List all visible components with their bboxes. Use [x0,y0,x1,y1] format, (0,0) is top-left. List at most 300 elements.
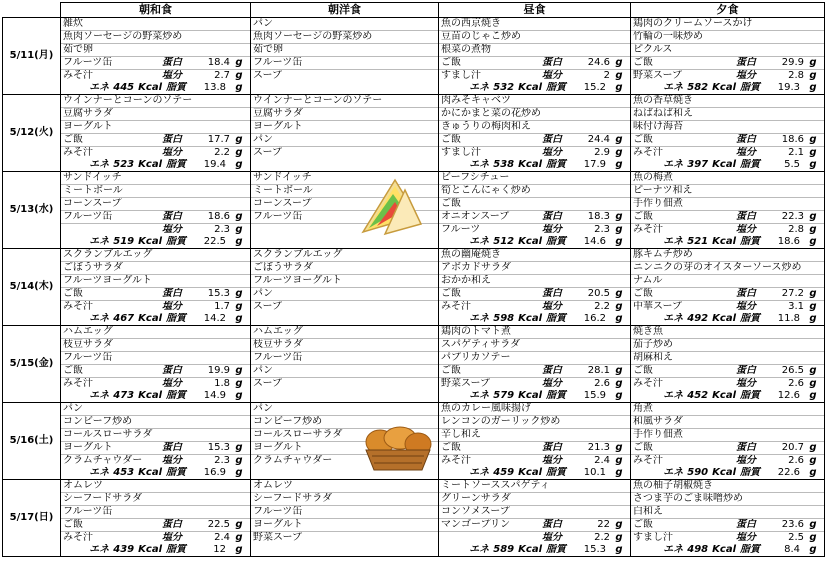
protein-value: 24.4 [587,134,610,145]
meal-cell-western-breakfast [251,352,439,365]
energy-line [441,236,628,248]
gram-unit: g [809,211,817,222]
meal-cell-japanese-breakfast [61,313,251,326]
day-row [3,390,825,403]
meal-cell-lunch [439,134,631,147]
meal-cell-japanese-breakfast [61,249,251,262]
meal-cell-dinner [631,95,825,108]
meal-cell-japanese-breakfast [61,288,251,301]
menu-item: 豆腐サラダ [253,108,303,119]
menu-item: オニオンスープ [441,211,510,222]
menu-item: みそ汁 [633,224,663,235]
menu-item: みそ汁 [63,378,93,389]
menu-item: ハムエッグ [63,326,113,337]
energy-line [63,159,248,171]
fat-label: 脂質 [166,467,186,478]
meal-cell-dinner [631,147,825,160]
menu-item: 野菜スープ [253,532,302,543]
energy-label: エネ [663,159,684,170]
day-date: 5/15(金) [3,326,61,403]
protein-label: 蛋白 [542,134,562,145]
fat-label: 脂質 [546,467,566,478]
day-row [3,82,825,95]
fat-label: 脂質 [166,313,186,324]
menu-item: 胡麻和え [633,352,673,363]
fat-value: 15.3 [583,544,606,555]
gram-unit: g [615,236,623,247]
kcal-unit: Kcal [712,82,736,93]
meal-cell-lunch [439,95,631,108]
fat-label: 脂質 [546,544,566,555]
energy-value: 473 [113,390,135,401]
fat-label: 脂質 [166,236,186,247]
fat-label: 脂質 [740,467,760,478]
menu-item: ご飯 [441,134,461,145]
meal-cell-lunch [439,82,631,95]
day-row [3,262,825,275]
menu-item: コンビーフ炒め [253,416,323,427]
meal-cell-japanese-breakfast [61,134,251,147]
nutrition-line [633,224,822,236]
meal-cell-western-breakfast [251,365,439,378]
nutrition-line [441,301,628,313]
meal-cell-lunch [439,301,631,314]
meal-cell-lunch [439,493,631,506]
gram-unit: g [615,70,623,81]
energy-value: 439 [113,544,135,555]
menu-item: フルーツ缶 [63,57,113,68]
energy-line [63,236,248,248]
nutrition-line [441,442,628,454]
day-date: 5/14(木) [3,249,61,326]
energy-label: エネ [469,313,490,324]
salt-label: 塩分 [736,224,756,235]
energy-value: 579 [493,390,515,401]
gram-unit: g [615,211,623,222]
menu-item: シーフードサラダ [63,493,143,504]
menu-item: 豆苗のじゃこ炒め [441,31,521,42]
gram-unit: g [809,236,817,247]
meal-cell-western-breakfast [251,403,439,416]
gram-unit: g [809,378,817,389]
menu-item: 鶏肉のトマト煮 [441,326,511,337]
menu-item: フルーツ缶 [253,352,303,363]
menu-item: ご飯 [441,365,461,376]
menu-item: ごぼうサラダ [253,262,313,273]
salt-label: 塩分 [162,301,182,312]
fat-value: 17.9 [583,159,606,170]
kcal-unit: Kcal [518,467,542,478]
menu-item: コーンスープ [63,198,122,209]
meal-cell-western-breakfast [251,288,439,301]
fat-label: 脂質 [546,159,566,170]
energy-value: 498 [687,544,709,555]
menu-item: 鶏肉のクリームソースかけ [633,18,753,29]
meal-cell-western-breakfast [251,326,439,339]
nutrition-line [633,532,822,544]
meal-cell-japanese-breakfast [61,365,251,378]
meal-cell-western-breakfast [251,532,439,545]
meal-cell-lunch [439,224,631,237]
gram-unit: g [615,82,623,93]
meal-cell-japanese-breakfast [61,352,251,365]
kcal-unit: Kcal [138,82,162,93]
meal-cell-dinner [631,301,825,314]
meal-cell-western-breakfast [251,275,439,288]
meal-cell-western-breakfast [251,339,439,352]
menu-item: パン [253,18,273,29]
nutrition-line [441,57,628,69]
fat-value: 14.2 [203,313,226,324]
meal-cell-japanese-breakfast [61,480,251,493]
nutrition-line [633,365,822,377]
protein-value: 22.3 [781,211,804,222]
energy-line [633,390,822,402]
menu-item: クラムチャウダー [253,455,333,466]
meal-cell-japanese-breakfast [61,339,251,352]
meal-cell-lunch [439,416,631,429]
energy-value: 590 [687,467,709,478]
nutrition-line [441,147,628,159]
menu-item: みそ汁 [63,301,93,312]
menu-item: コーンスープ [253,198,312,209]
nutrition-line [63,134,248,146]
day-row [3,326,825,339]
menu-item: ミートボール [253,185,313,196]
fat-label: 脂質 [740,236,760,247]
fat-label: 脂質 [546,313,566,324]
energy-label: エネ [89,313,110,324]
gram-unit: g [235,442,243,453]
menu-item: ご飯 [633,365,653,376]
menu-item: スープ [253,70,282,81]
menu-item: グリーンサラダ [441,493,511,504]
meal-cell-lunch [439,313,631,326]
gram-unit: g [809,70,817,81]
menu-item: パン [253,134,273,145]
menu-item: ナムル [633,275,663,286]
meal-cell-lunch [439,288,631,301]
menu-item: オムレツ [253,480,293,491]
salt-label: 塩分 [542,224,562,235]
menu-item: スクランブルエッグ [63,249,153,260]
fat-label: 脂質 [166,390,186,401]
meal-cell-dinner [631,352,825,365]
menu-item: オムレツ [63,480,103,491]
meal-cell-lunch [439,121,631,134]
meal-cell-dinner [631,378,825,391]
menu-item: 野菜スープ [633,70,682,81]
meal-cell-japanese-breakfast [61,416,251,429]
meal-cell-japanese-breakfast [61,519,251,532]
meal-cell-western-breakfast [251,82,439,95]
meal-cell-lunch [439,326,631,339]
salt-value: 2.3 [594,224,610,235]
meal-cell-japanese-breakfast [61,159,251,172]
menu-item: ご飯 [63,365,83,376]
salt-label: 塩分 [542,532,562,543]
salt-label: 塩分 [162,147,182,158]
meal-cell-lunch [439,506,631,519]
nutrition-line [633,147,822,159]
protein-label: 蛋白 [542,288,562,299]
gram-unit: g [615,159,623,170]
menu-item: ハムエッグ [253,326,303,337]
protein-value: 20.5 [587,288,610,299]
nutrition-line [63,378,248,390]
salt-label: 塩分 [542,301,562,312]
protein-label: 蛋白 [542,211,562,222]
energy-line [63,313,248,325]
meal-cell-dinner [631,326,825,339]
menu-item: パプリカソテー [441,352,511,363]
menu-item: ご飯 [63,288,83,299]
menu-item [63,224,162,236]
fat-value: 16.9 [203,467,226,478]
salt-label: 塩分 [736,378,756,389]
protein-label: 蛋白 [736,288,756,299]
gram-unit: g [235,365,243,376]
fat-value: 14.9 [203,390,226,401]
menu-item: ご飯 [63,519,83,530]
fat-value: 12 [213,544,226,555]
day-row [3,352,825,365]
nutrition-line [441,134,628,146]
meal-cell-lunch [439,249,631,262]
energy-line [441,82,628,94]
meal-cell-western-breakfast [251,519,439,532]
protein-label: 蛋白 [542,57,562,68]
menu-item: 魚肉ソーセージの野菜炒め [63,31,183,42]
meal-cell-western-breakfast [251,313,439,326]
meal-cell-western-breakfast [251,57,439,70]
nutrition-line [253,70,436,82]
menu-item: ご飯 [441,442,461,453]
meal-cell-lunch [439,480,631,493]
nutrition-line [253,378,436,390]
salt-value: 2.3 [214,455,230,466]
energy-value: 492 [687,313,709,324]
nutrition-line [253,519,436,531]
energy-line [63,82,248,94]
menu-item: ごぼうサラダ [63,262,123,273]
nutrition-line [63,224,248,236]
kcal-unit: Kcal [518,82,542,93]
meal-cell-dinner [631,519,825,532]
protein-label: 蛋白 [736,134,756,145]
meal-cell-japanese-breakfast [61,403,251,416]
energy-line [63,467,248,479]
protein-value: 26.5 [781,365,804,376]
energy-label: エネ [89,159,110,170]
energy-value: 521 [687,236,709,247]
meal-cell-japanese-breakfast [61,121,251,134]
meal-cell-lunch [439,429,631,442]
menu-item: シーフードサラダ [253,493,333,504]
day-row [3,275,825,288]
menu-item: ご飯 [441,57,461,68]
menu-item: すまし汁 [441,70,481,81]
menu-item: 魚の梅煮 [633,172,673,183]
nutrition-line [63,365,248,377]
nutrition-line [253,288,436,300]
meal-cell-lunch [439,532,631,545]
protein-label: 蛋白 [162,211,182,222]
meal-cell-dinner [631,82,825,95]
meal-cell-dinner [631,403,825,416]
nutrition-line [441,378,628,390]
menu-item: ご飯 [633,211,653,222]
meal-cell-lunch [439,378,631,391]
nutrition-line [63,519,248,531]
meal-cell-dinner [631,493,825,506]
meal-cell-dinner [631,108,825,121]
meal-cell-western-breakfast [251,95,439,108]
fat-label: 脂質 [740,390,760,401]
gram-unit: g [809,82,817,93]
menu-item: スープ [253,378,282,389]
meal-cell-western-breakfast [251,301,439,314]
salt-value: 3.1 [788,301,804,312]
salt-value: 2.9 [594,147,610,158]
meal-cell-japanese-breakfast [61,262,251,275]
menu-item: 手作り佃煮 [633,429,683,440]
meal-cell-dinner [631,44,825,57]
meal-cell-dinner [631,159,825,172]
menu-item: みそ汁 [63,532,93,543]
energy-value: 582 [687,82,709,93]
meal-cell-japanese-breakfast [61,57,251,70]
fat-label: 脂質 [546,82,566,93]
meal-cell-lunch [439,236,631,249]
energy-label: エネ [469,390,490,401]
gram-unit: g [235,455,243,466]
day-row [3,519,825,532]
day-row [3,18,825,31]
energy-line [633,313,822,325]
nutrition-line [63,442,248,454]
meal-cell-japanese-breakfast [61,326,251,339]
salt-label: 塩分 [162,378,182,389]
gram-unit: g [235,301,243,312]
meal-cell-dinner [631,224,825,237]
gram-unit: g [235,288,243,299]
day-row [3,134,825,147]
protein-value: 18.3 [587,211,610,222]
fat-label: 脂質 [166,159,186,170]
menu-item: ウインナーとコーンのソテー [63,95,193,106]
menu-item: ご飯 [441,288,461,299]
salt-value: 1.7 [214,301,230,312]
energy-label: エネ [663,82,684,93]
meal-cell-japanese-breakfast [61,18,251,31]
menu-item: 根菜の煮物 [441,44,491,55]
nutrition-line [253,147,436,159]
menu-item: 竹輪の一味炒め [633,31,703,42]
meal-cell-japanese-breakfast [61,378,251,391]
gram-unit: g [809,455,817,466]
meal-cell-japanese-breakfast [61,147,251,160]
energy-label: エネ [469,544,490,555]
meal-cell-japanese-breakfast [61,467,251,480]
menu-item: 味付け海苔 [633,121,683,132]
day-row [3,159,825,172]
gram-unit: g [615,224,623,235]
gram-unit: g [235,224,243,235]
meal-cell-lunch [439,44,631,57]
meal-cell-japanese-breakfast [61,390,251,403]
energy-line [633,82,822,94]
nutrition-line [633,378,822,390]
salt-value: 2.8 [788,70,804,81]
meal-cell-dinner [631,236,825,249]
energy-value: 589 [493,544,515,555]
nutrition-line [633,301,822,313]
gram-unit: g [235,70,243,81]
menu-item: みそ汁 [633,378,663,389]
menu-item: みそ汁 [63,147,93,158]
energy-label: エネ [89,82,110,93]
menu-item: 魚の柚子胡椒焼き [633,480,713,491]
fat-label: 脂質 [740,159,760,170]
kcal-unit: Kcal [712,467,736,478]
menu-item: ご飯 [633,288,653,299]
kcal-unit: Kcal [518,390,542,401]
day-row [3,95,825,108]
menu-item: すまし汁 [633,532,673,543]
meal-cell-dinner [631,390,825,403]
day-row [3,544,825,557]
meal-cell-lunch [439,262,631,275]
protein-value: 19.9 [207,365,230,376]
meal-cell-lunch [439,390,631,403]
nutrition-line [633,519,822,531]
meal-cell-japanese-breakfast [61,532,251,545]
gram-unit: g [615,313,623,324]
meal-cell-dinner [631,249,825,262]
salt-value: 2.6 [788,455,804,466]
salt-value: 2 [603,70,610,81]
fat-value: 8.4 [784,544,800,555]
menu-item: 茹で卵 [63,44,93,55]
kcal-unit: Kcal [138,390,162,401]
meal-cell-lunch [439,172,631,185]
menu-item: パン [253,403,273,414]
energy-value: 445 [113,82,135,93]
menu-item: おかか和え [441,275,491,286]
protein-value: 18.6 [207,211,230,222]
salt-value: 1.8 [214,378,230,389]
energy-label: エネ [663,467,684,478]
meal-cell-western-breakfast [251,544,439,557]
menu-item: スープ [253,301,282,312]
gram-unit: g [809,467,817,478]
meal-cell-dinner [631,211,825,224]
menu-item: ピーナツ和え [633,185,693,196]
menu-item: パン [253,365,273,376]
gram-unit: g [809,147,817,158]
meal-cell-lunch [439,403,631,416]
gram-unit: g [809,519,817,530]
kcal-unit: Kcal [138,236,162,247]
menu-item: 和風サラダ [633,416,683,427]
meal-cell-dinner [631,185,825,198]
meal-cell-japanese-breakfast [61,31,251,44]
energy-value: 397 [687,159,709,170]
fat-value: 22.5 [203,236,226,247]
menu-item: 魚肉ソーセージの野菜炒め [253,31,373,42]
energy-label: エネ [663,390,684,401]
